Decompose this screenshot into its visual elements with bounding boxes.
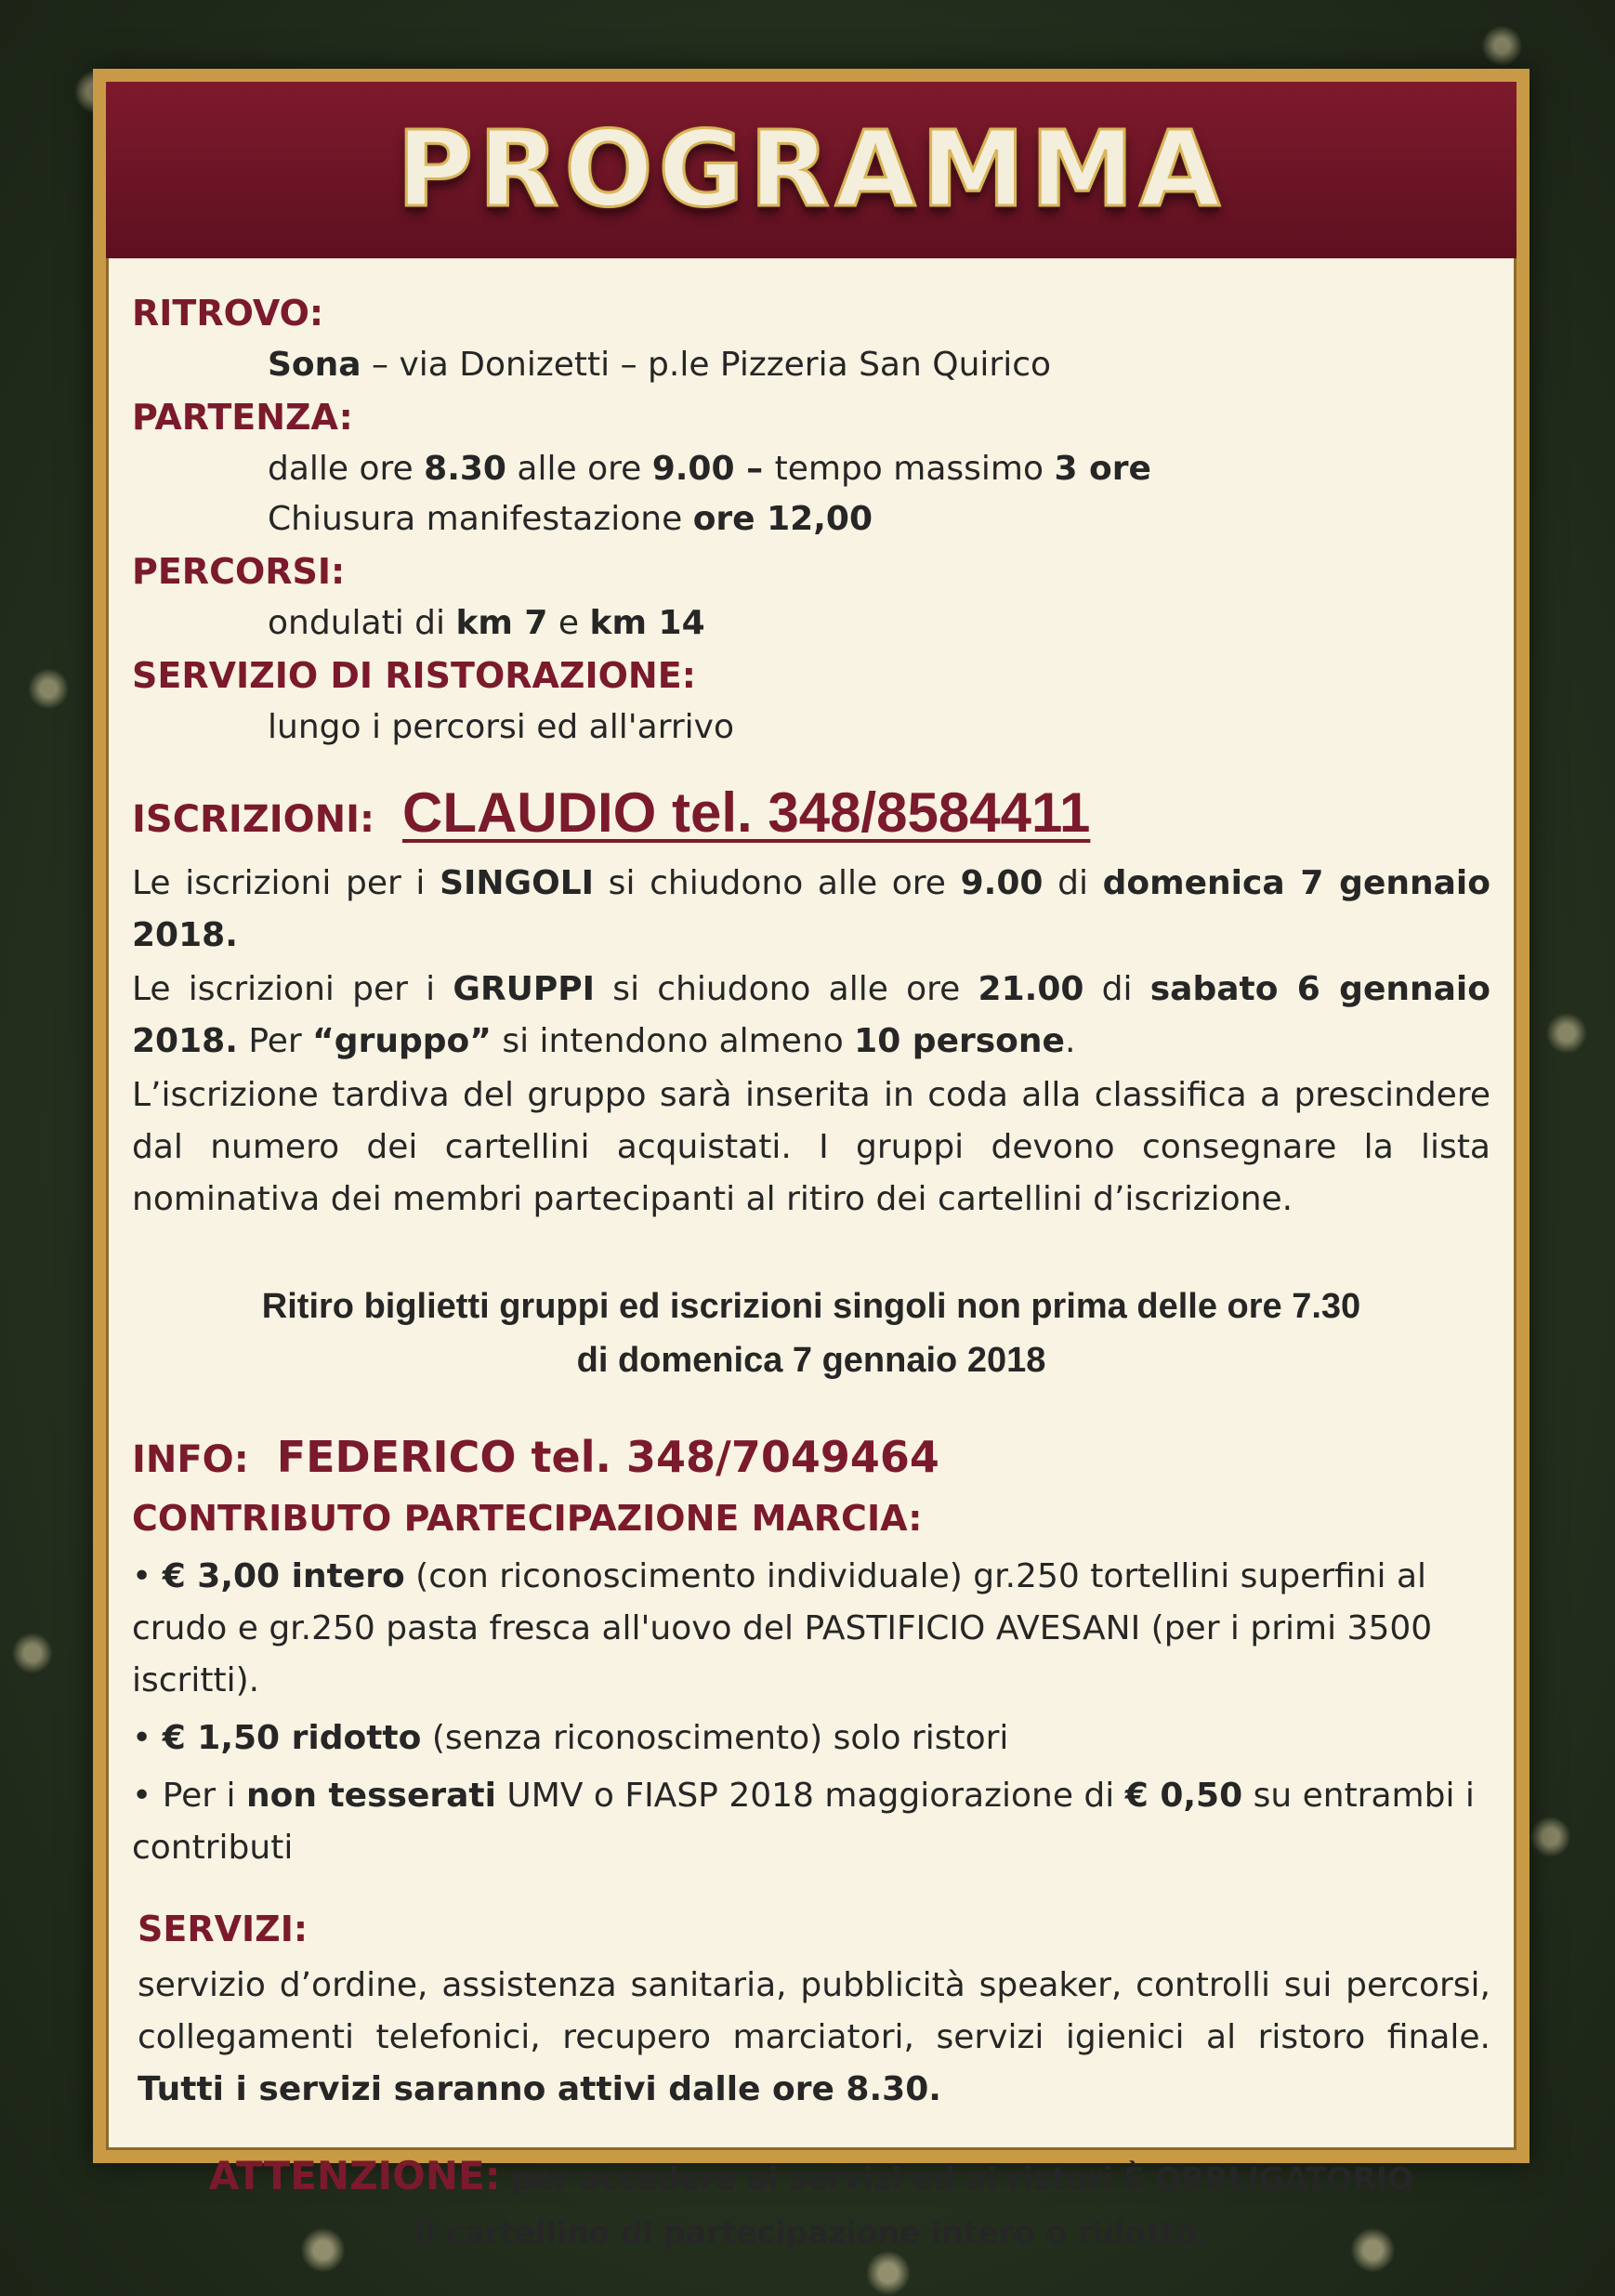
percorsi-label: PERCORSI: bbox=[132, 551, 346, 592]
iscrizioni-gruppi: Le iscrizioni per i GRUPPI si chiudono alle ore 21.00 di sabato 6 gennaio 2018. Per “gruppo” si intendono almeno 10 persone. bbox=[132, 970, 1490, 1060]
contributo-non-tesserati: • Per i non tesserati UMV o FIASP 2018 maggiorazione di € 0,50 su entrambi i contributi bbox=[132, 1777, 1475, 1867]
percorsi-text: ondulati di km 7 e km 14 bbox=[268, 604, 705, 642]
servizi-text: servizio d’ordine, assistenza sanitaria, pubblicità speaker, controlli sui percorsi, collegamenti telefonici, recupero marciatori, servizi igienici al ristoro finale. Tutti i servizi saranno attivi dalle ore 8.30. bbox=[138, 1966, 1490, 2108]
iscrizioni-tardiva: L’iscrizione tardiva del gruppo sarà inserita in coda alla classifica a prescindere dal numero dei cartellini acquistati. I gruppi devono consegnare la lista nominativa dei membri partecipanti al ritiro dei cartellini d’iscrizione. bbox=[132, 1076, 1490, 1218]
contributo-ridotto: • € 1,50 ridotto (senza riconoscimento) solo ristori bbox=[132, 1719, 1009, 1757]
programma-panel bbox=[93, 69, 1530, 2250]
info-label: INFO: bbox=[132, 1438, 249, 1481]
info-row bbox=[132, 1432, 1490, 1482]
iscrizioni-label: ISCRIZIONI: bbox=[132, 798, 374, 841]
page-title: PROGRAMMA bbox=[397, 110, 1226, 230]
iscrizioni-singoli: Le iscrizioni per i SINGOLI si chiudono alle ore 9.00 di domenica 7 gennaio 2018. bbox=[132, 864, 1490, 954]
attenzione-notice: ATTENZIONE: per accedere ai servizi ed ai ristori È OBBLIGATORIO il cartellino di partecipazione intero o ridotto. bbox=[208, 2153, 1414, 2250]
iscrizioni-contact: CLAUDIO tel. 348/8584411 bbox=[401, 781, 1091, 844]
ristorazione-label: SERVIZIO DI RISTORAZIONE: bbox=[132, 655, 696, 696]
programma-header bbox=[106, 82, 1517, 258]
contributo-label: CONTRIBUTO PARTECIPAZIONE MARCIA: bbox=[132, 1498, 923, 1539]
info-contact: FEDERICO tel. 348/7049464 bbox=[276, 1432, 939, 1482]
programma-content bbox=[132, 286, 1490, 2260]
servizi-label: SERVIZI: bbox=[138, 1909, 309, 1949]
ristorazione-text: lungo i percorsi ed all'arrivo bbox=[268, 708, 734, 746]
partenza-chiusura: Chiusura manifestazione ore 12,00 bbox=[268, 500, 873, 538]
partenza-label: PARTENZA: bbox=[132, 397, 353, 438]
ritiro-notice: Ritiro biglietti gruppi ed iscrizioni singoli non prima delle ore 7.30 di domenica 7 gennaio 2018 bbox=[261, 1287, 1361, 1380]
ritrovo-text: Sona – via Donizetti – p.le Pizzeria San Quirico bbox=[268, 346, 1052, 384]
ritrovo-label: RITROVO: bbox=[132, 293, 324, 334]
iscrizioni-row bbox=[132, 781, 1490, 845]
contributo-intero: • € 3,00 intero (con riconoscimento individuale) gr.250 tortellini superfini al crudo e gr.250 pasta fresca all'uovo del PASTIFICIO AVESANI (per i primi 3500 iscritti). bbox=[132, 1557, 1433, 1699]
partenza-time: dalle ore 8.30 alle ore 9.00 – tempo massimo 3 ore bbox=[268, 450, 1151, 488]
